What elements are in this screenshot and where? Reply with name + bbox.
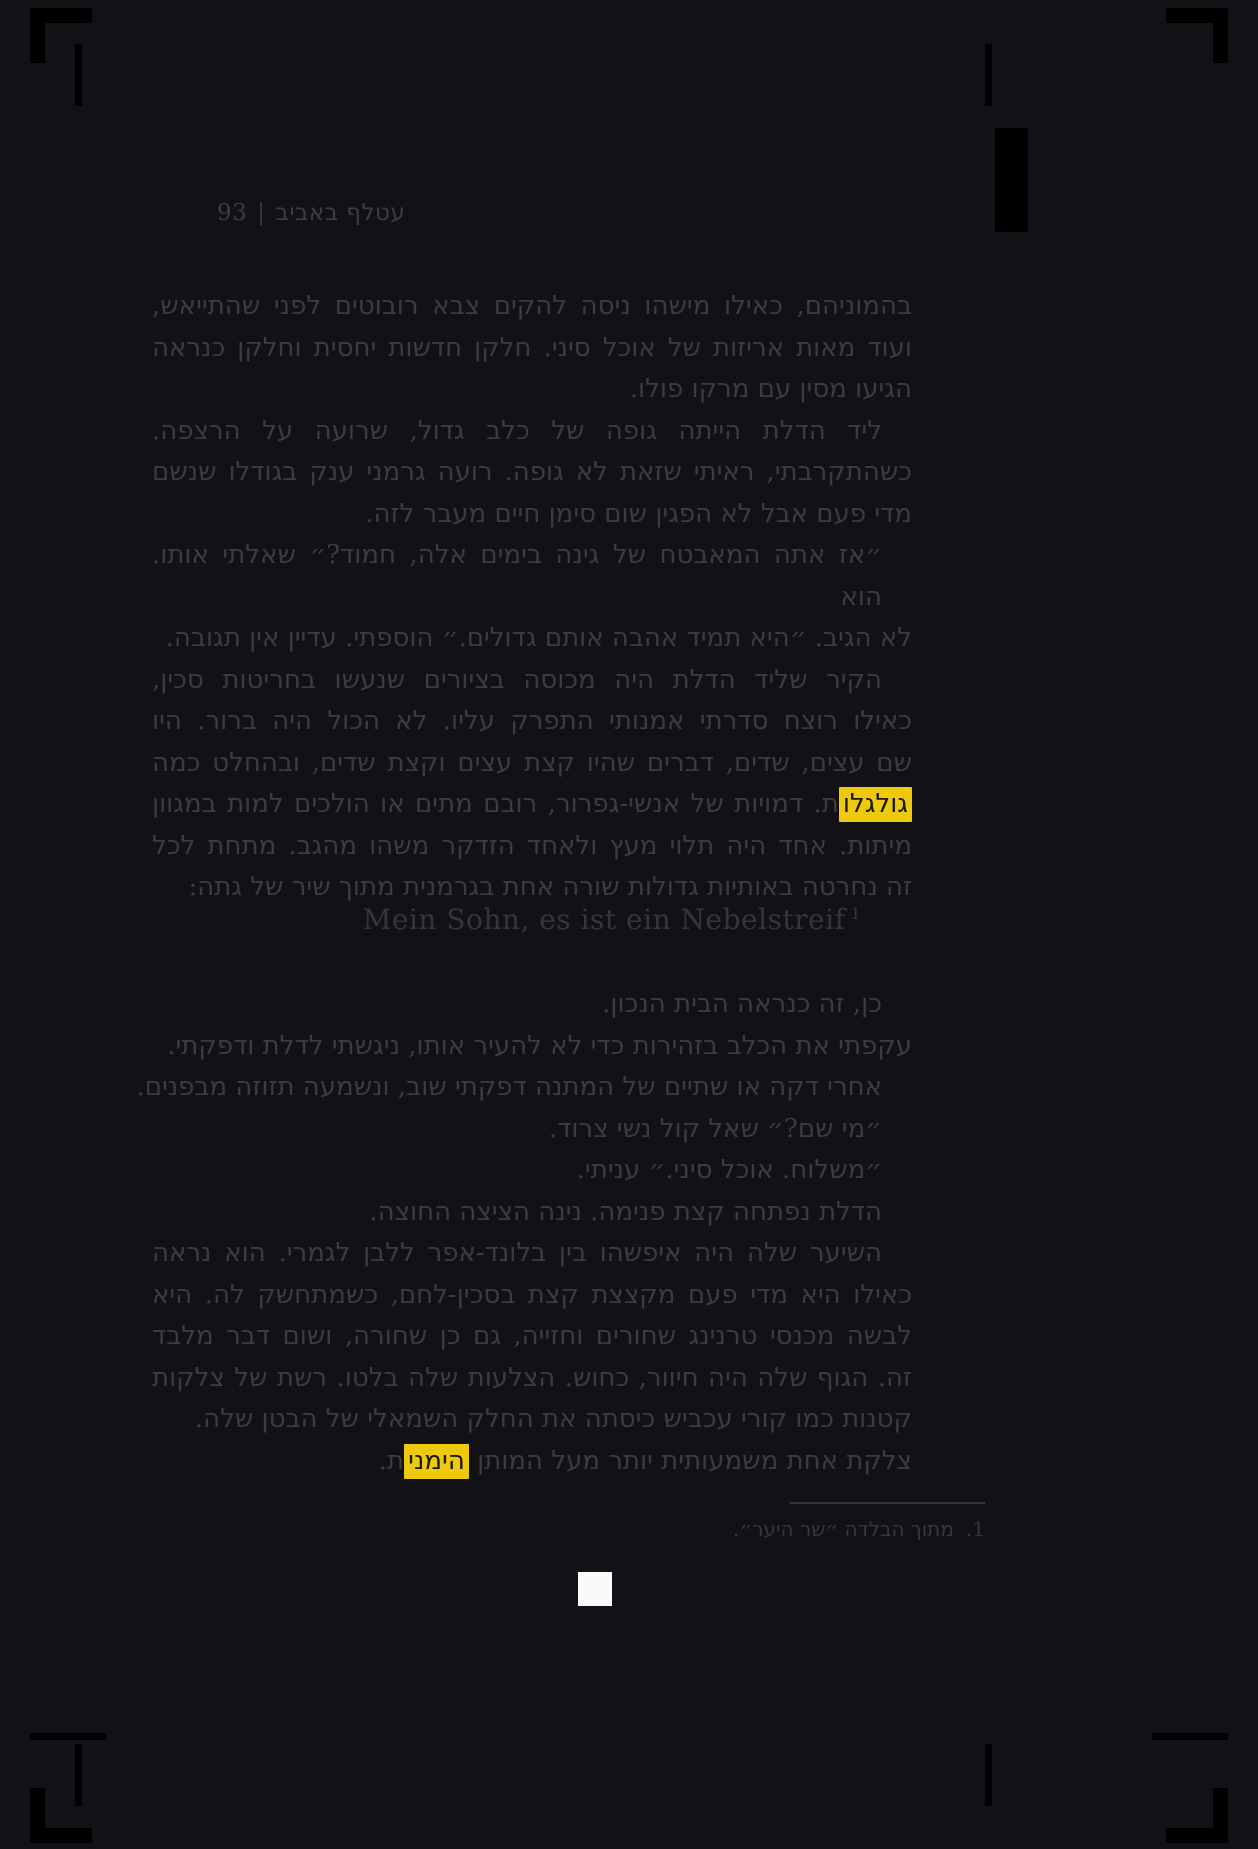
crop-mark-top-left-tick (75, 44, 82, 106)
body-text-block-upper (152, 286, 912, 909)
crop-mark-top-right-tick (985, 44, 992, 106)
crop-mark-bottom-right-horizontal (1166, 1828, 1228, 1843)
crop-mark-top-left-vertical (30, 8, 45, 63)
text-line: מיתות. אחד היה תלוי מעץ ולאחד הזדקר משהו מהגב. מתחת לכל (152, 830, 912, 861)
crop-mark-bottom-left-horizontal (30, 1828, 92, 1843)
text-line: ״משלוח. אוכל סיני.״ עניתי. (576, 1155, 882, 1185)
text-line-highlighted (152, 1441, 912, 1483)
crop-mark-bottom-right-tick (985, 1744, 992, 1806)
text-line: ועוד מאות אריזות של אוכל סיני. חלקן חדשות יחסית וחלקן כנראה (152, 332, 912, 363)
text-line: לא הגיב. ״היא תמיד אהבה אותם גדולים.״ הוספתי. עדיין אין תגובה. (165, 623, 912, 653)
text-line: אחרי דקה או שתיים של המתנה דפקתי שוב, ונשמעה תזוזה מבפנים. (136, 1072, 882, 1102)
text-line: הקיר שליד הדלת היה מכוסה בציורים שנעשו בחריטות סכין, (152, 664, 882, 695)
body-text-block-lower (136, 984, 912, 1482)
text-line-highlighted (152, 784, 912, 826)
header-separator: | (257, 200, 266, 226)
quote-text: Mein Sohn, es ist ein Nebelstreif (362, 903, 846, 936)
crop-mark-top-right-vertical (1213, 8, 1228, 63)
text-line: בהמוניהם, כאילו מישהו ניסה להקים צבא רובוטים לפני שהתייאש, (152, 291, 912, 321)
footnote (733, 1517, 985, 1541)
german-verse-quote (152, 903, 1072, 936)
text-segment: ת. (378, 1445, 405, 1476)
page-number: 93 (217, 200, 248, 226)
text-line: כאילו רוצח סדרתי אמנותי התפרק עליו. לא הכול היה ברור. היו (152, 706, 912, 736)
text-line: שם עצים, שדים, דברים שהיו קצת עצים וקצת שדים, ובהחלט כמה (152, 747, 912, 778)
running-header (217, 200, 405, 226)
text-line: זה. הגוף שלה היה חיוור, כחוש. הצלעות שלה בלטו. רשת של צלקות (152, 1362, 912, 1393)
page-edge-tab (995, 128, 1028, 232)
text-line: השיער שלה היה איפשהו בין בלונד-אפר ללבן לגמרי. הוא נראה (152, 1238, 882, 1268)
footnote-number: 1. (965, 1517, 985, 1541)
text-segment: צלקת אחת משמעותית יותר מעל המותן (468, 1445, 912, 1476)
text-line: לבשה מכנסי טרנינג שחורים וחזייה, גם כן שחורה, ושום דבר מלבד (152, 1321, 912, 1351)
text-segment: ת. דמויות של אנשי-גפרור, רובם מתים או הולכים למות במגוון (152, 789, 839, 819)
text-line: מדי פעם אבל לא הפגין שום סימן חיים מעבר לזה. (365, 498, 912, 529)
text-line: הדלת נפתחה קצת פנימה. נינה הציצה החוצה. (369, 1196, 882, 1227)
footnote-reference: 1 (850, 903, 862, 923)
search-highlight: הימני (404, 1444, 469, 1479)
text-line: ״מי שם?״ שאל קול נשי צרוד. (548, 1113, 882, 1144)
text-line: ״אז אתה המאבטח של גינה בימים אלה, חמוד?״ שאלתי אותו. הוא (152, 540, 882, 612)
text-line: קטנות כמו קורי עכביש כיסתה את החלק השמאלי של הבטן שלה. (194, 1404, 912, 1434)
white-square-mark (578, 1572, 612, 1606)
text-line: כאילו היא מדי פעם מקצצת קצת בסכין-לחם, כשמתחשק לה. היא (152, 1279, 912, 1310)
text-line: הגיעו מסין עם מרקו פולו. (629, 374, 912, 404)
text-line: ליד הדלת הייתה גופה של כלב גדול, שרועה על הרצפה. (152, 415, 882, 446)
text-line: כן, זה כנראה הבית הנכון. (602, 989, 882, 1019)
book-title: עטלף באביב (275, 200, 406, 226)
crop-mark-bottom-left-tick (75, 1744, 82, 1806)
footnote-text: מתוך הבלדה ״שר היער״. (732, 1517, 954, 1541)
crop-mark-bottom-left-bar (30, 1733, 106, 1740)
text-line: כשהתקרבתי, ראיתי שזאת לא גופה. רועה גרמני ענק בגודלו שנשם (152, 457, 912, 487)
crop-mark-bottom-right-bar (1152, 1733, 1228, 1740)
footnote-separator-rule (790, 1502, 985, 1504)
text-line: עקפתי את הכלב בזהירות כדי לא להעיר אותו, ניגשתי לדלת ודפקתי. (167, 1030, 912, 1061)
text-line: זה נחרטה באותיות גדולות שורה אחת בגרמנית מתוך שיר של גתה: (188, 872, 912, 902)
search-highlight: גולגלו (839, 787, 912, 822)
